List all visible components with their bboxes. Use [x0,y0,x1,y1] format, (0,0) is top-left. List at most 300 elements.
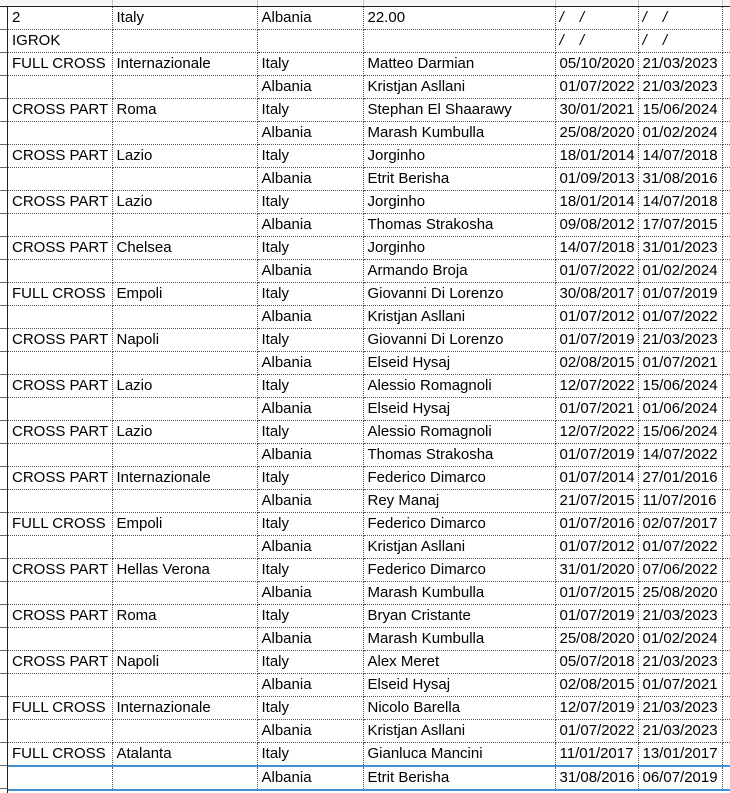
start-date-cell[interactable]: 02/08/2015 [555,674,638,697]
row-boundary [0,420,7,421]
player-cell[interactable]: Alex Meret [363,651,555,674]
table-row[interactable] [8,168,730,191]
end-date-cell[interactable]: 21/03/2023 [638,697,722,720]
next-column-cell[interactable] [722,237,730,260]
player-cell[interactable]: Marash Kumbulla [363,122,555,145]
end-date-cell[interactable]: 01/02/2024 [638,260,722,283]
start-date-cell[interactable]: 05/10/2020 [555,53,638,76]
row-boundary [0,765,7,766]
country-cell[interactable]: Albania [257,352,363,375]
table-row[interactable] [8,490,730,513]
next-column-cell[interactable] [722,582,730,605]
player-cell[interactable]: Giovanni Di Lorenzo [363,329,555,352]
row-boundary [0,627,7,628]
end-date-cell[interactable]: / / [638,7,722,30]
end-date-cell[interactable]: 01/07/2022 [638,306,722,329]
table-row[interactable] [8,582,730,605]
end-date-cell[interactable]: 21/03/2023 [638,720,722,743]
next-column-cell[interactable] [722,651,730,674]
country-cell[interactable]: Albania [257,490,363,513]
cross-type-cell[interactable]: FULL CROSS [8,53,112,76]
cross-type-cell[interactable] [8,490,112,513]
next-column-cell[interactable] [722,306,730,329]
table-row[interactable] [8,398,730,421]
next-column-cell[interactable] [722,99,730,122]
club-cell[interactable]: Lazio [112,375,257,398]
cross-type-cell[interactable]: CROSS PART [8,237,112,260]
player-cell[interactable]: Jorginho [363,237,555,260]
country-cell[interactable]: Albania [257,720,363,743]
table-row[interactable] [8,145,730,168]
club-cell[interactable] [112,766,257,790]
country-cell[interactable]: Albania [257,536,363,559]
cross-type-cell[interactable]: CROSS PART [8,329,112,352]
player-cell[interactable]: Bryan Cristante [363,605,555,628]
player-cell[interactable]: Marash Kumbulla [363,582,555,605]
end-date-cell[interactable]: 15/06/2024 [638,99,722,122]
start-date-cell[interactable]: 30/08/2017 [555,283,638,306]
table-row[interactable] [8,76,730,99]
row-boundary [0,742,7,743]
start-date-cell[interactable]: 31/08/2016 [555,766,638,790]
player-cell[interactable]: Federico Dimarco [363,513,555,536]
start-date-cell[interactable]: 01/07/2022 [555,720,638,743]
start-date-cell[interactable]: 01/09/2013 [555,168,638,191]
country-cell[interactable]: Italy [257,237,363,260]
cross-type-cell[interactable]: CROSS PART [8,375,112,398]
end-date-cell[interactable]: 21/03/2023 [638,651,722,674]
cross-type-cell[interactable] [8,168,112,191]
start-date-cell[interactable]: 01/07/2014 [555,467,638,490]
cross-type-cell[interactable]: CROSS PART [8,145,112,168]
cross-type-cell[interactable] [8,122,112,145]
next-column-cell[interactable] [722,283,730,306]
next-column-cell[interactable] [722,145,730,168]
next-column-cell[interactable] [722,513,730,536]
end-date-cell[interactable]: 25/08/2020 [638,582,722,605]
end-date-cell[interactable]: 01/07/2022 [638,536,722,559]
start-date-cell[interactable]: 12/07/2022 [555,421,638,444]
end-date-cell[interactable]: 21/03/2023 [638,605,722,628]
country-cell[interactable]: Italy [257,467,363,490]
club-cell[interactable] [112,720,257,743]
player-cell[interactable]: 22.00 [363,7,555,30]
next-column-cell[interactable] [722,260,730,283]
country-cell[interactable]: Albania [257,214,363,237]
start-date-cell[interactable]: 01/07/2019 [555,605,638,628]
next-column-cell[interactable] [722,122,730,145]
club-cell[interactable] [112,582,257,605]
club-cell[interactable] [112,76,257,99]
cross-type-cell[interactable] [8,582,112,605]
club-cell[interactable]: Internazionale [112,697,257,720]
start-date-cell[interactable]: 01/07/2019 [555,329,638,352]
row-boundary [0,29,7,30]
club-cell[interactable] [112,168,257,191]
club-cell[interactable]: Internazionale [112,467,257,490]
end-date-cell[interactable]: 17/07/2015 [638,214,722,237]
player-cell[interactable] [363,30,555,53]
player-cell[interactable]: Elseid Hysaj [363,398,555,421]
end-date-cell[interactable]: 14/07/2018 [638,191,722,214]
club-cell[interactable]: Empoli [112,283,257,306]
start-date-cell[interactable]: 25/08/2020 [555,628,638,651]
table-row[interactable] [8,306,730,329]
table-row[interactable] [8,283,730,306]
table-row[interactable] [8,628,730,651]
start-date-cell[interactable]: 31/01/2020 [555,559,638,582]
cross-type-cell[interactable]: FULL CROSS [8,513,112,536]
country-cell[interactable]: Italy [257,421,363,444]
table-row[interactable] [8,513,730,536]
club-cell[interactable]: Internazionale [112,53,257,76]
club-cell[interactable] [112,30,257,53]
cross-type-cell[interactable]: CROSS PART [8,99,112,122]
cross-type-cell[interactable] [8,674,112,697]
club-cell[interactable] [112,490,257,513]
next-column-cell[interactable] [722,467,730,490]
start-date-cell[interactable]: 21/07/2015 [555,490,638,513]
table-row[interactable] [8,467,730,490]
cross-type-cell[interactable]: FULL CROSS [8,743,112,767]
next-column-cell[interactable] [722,329,730,352]
start-date-cell[interactable]: 12/07/2022 [555,375,638,398]
cross-type-cell[interactable]: FULL CROSS [8,283,112,306]
club-cell[interactable]: Chelsea [112,237,257,260]
row-boundary [0,167,7,168]
row-boundary [0,512,7,513]
column-header-strip[interactable] [0,0,730,7]
country-cell[interactable]: Italy [257,191,363,214]
table-row[interactable] [8,260,730,283]
club-cell[interactable] [112,260,257,283]
club-cell[interactable] [112,306,257,329]
next-column-cell[interactable] [722,674,730,697]
player-cell[interactable]: Etrit Berisha [363,766,555,790]
next-column-cell[interactable] [722,536,730,559]
country-cell[interactable]: Italy [257,513,363,536]
country-cell[interactable]: Albania [257,260,363,283]
table-row[interactable] [8,743,730,767]
start-date-cell[interactable]: 01/07/2019 [555,444,638,467]
start-date-cell[interactable]: 01/07/2022 [555,260,638,283]
end-date-cell[interactable]: 01/02/2024 [638,628,722,651]
club-cell[interactable]: Napoli [112,329,257,352]
cross-type-cell[interactable]: IGROK [8,30,112,53]
row-boundary [0,190,7,191]
start-date-cell[interactable]: 01/07/2015 [555,582,638,605]
club-cell[interactable]: Italy [112,7,257,30]
cross-type-cell[interactable] [8,306,112,329]
start-date-cell[interactable]: 25/08/2020 [555,122,638,145]
row-boundary [0,374,7,375]
table-row[interactable] [8,375,730,398]
next-column-cell[interactable] [722,53,730,76]
club-cell[interactable] [112,398,257,421]
end-date-cell[interactable]: 13/01/2017 [638,743,722,767]
country-cell[interactable]: Albania [257,674,363,697]
country-cell[interactable]: Italy [257,283,363,306]
start-date-cell[interactable]: 30/01/2021 [555,99,638,122]
player-cell[interactable]: Kristjan Asllani [363,76,555,99]
country-cell[interactable]: Italy [257,145,363,168]
club-cell[interactable] [112,352,257,375]
table-row[interactable] [8,30,730,53]
end-date-cell[interactable]: 01/02/2024 [638,122,722,145]
club-cell[interactable]: Lazio [112,421,257,444]
cross-type-cell[interactable]: CROSS PART [8,467,112,490]
row-boundary [0,535,7,536]
row-boundary [0,650,7,651]
start-date-cell[interactable]: 01/07/2012 [555,536,638,559]
player-cell[interactable]: Armando Broja [363,260,555,283]
row-boundary [0,52,7,53]
end-date-cell[interactable]: 02/07/2017 [638,513,722,536]
table-row[interactable] [8,766,730,790]
row-boundary [0,696,7,697]
start-date-cell[interactable]: 18/01/2014 [555,191,638,214]
club-cell[interactable]: Lazio [112,145,257,168]
club-cell[interactable]: Lazio [112,191,257,214]
cross-type-cell[interactable] [8,76,112,99]
data-grid [8,7,730,791]
table-row[interactable] [8,720,730,743]
table-row[interactable] [8,536,730,559]
club-cell[interactable] [112,536,257,559]
club-cell[interactable] [112,628,257,651]
table-row[interactable] [8,674,730,697]
player-cell[interactable]: Gianluca Mancini [363,743,555,767]
cross-type-cell[interactable] [8,536,112,559]
row-boundary [0,466,7,467]
player-cell[interactable]: Marash Kumbulla [363,628,555,651]
next-column-cell[interactable] [722,490,730,513]
end-date-cell[interactable]: 11/07/2016 [638,490,722,513]
player-cell[interactable]: Federico Dimarco [363,467,555,490]
end-date-cell[interactable]: 14/07/2022 [638,444,722,467]
start-date-cell[interactable]: 09/08/2012 [555,214,638,237]
start-date-cell[interactable]: 02/08/2015 [555,352,638,375]
start-date-cell[interactable]: / / [555,30,638,53]
row-header-gutter[interactable] [0,7,8,793]
end-date-cell[interactable]: 01/07/2021 [638,674,722,697]
cross-type-cell[interactable]: CROSS PART [8,651,112,674]
end-date-cell[interactable]: 21/03/2023 [638,76,722,99]
end-date-cell[interactable]: 14/07/2018 [638,145,722,168]
table-row[interactable] [8,7,730,30]
row-boundary [0,489,7,490]
row-boundary [0,305,7,306]
country-cell[interactable]: Italy [257,743,363,767]
player-cell[interactable]: Giovanni Di Lorenzo [363,283,555,306]
next-column-cell[interactable] [722,720,730,743]
table-row[interactable] [8,99,730,122]
country-cell[interactable]: Albania [257,168,363,191]
club-cell[interactable]: Hellas Verona [112,559,257,582]
end-date-cell[interactable]: 31/08/2016 [638,168,722,191]
country-cell[interactable]: Albania [257,766,363,790]
row-boundary [0,236,7,237]
start-date-cell[interactable]: 01/07/2022 [555,76,638,99]
start-date-cell[interactable]: 12/07/2019 [555,697,638,720]
country-cell[interactable]: Albania [257,398,363,421]
next-column-cell[interactable] [722,7,730,30]
player-cell[interactable]: Etrit Berisha [363,168,555,191]
next-column-cell[interactable] [722,628,730,651]
country-cell[interactable]: Italy [257,559,363,582]
end-date-cell[interactable]: 01/07/2021 [638,352,722,375]
country-cell[interactable]: Albania [257,628,363,651]
next-column-cell[interactable] [722,191,730,214]
club-cell[interactable]: Roma [112,605,257,628]
club-cell[interactable] [112,674,257,697]
player-cell[interactable]: Jorginho [363,145,555,168]
country-cell[interactable]: Italy [257,651,363,674]
end-date-cell[interactable]: 01/07/2019 [638,283,722,306]
club-cell[interactable]: Empoli [112,513,257,536]
country-cell[interactable]: Italy [257,329,363,352]
player-cell[interactable]: Thomas Strakosha [363,444,555,467]
end-date-cell[interactable]: 21/03/2023 [638,329,722,352]
row-boundary [0,719,7,720]
cross-type-cell[interactable]: CROSS PART [8,421,112,444]
club-cell[interactable] [112,444,257,467]
cross-type-cell[interactable]: CROSS PART [8,559,112,582]
player-cell[interactable]: Matteo Darmian [363,53,555,76]
country-cell[interactable]: Italy [257,99,363,122]
row-boundary [0,328,7,329]
player-cell[interactable]: Alessio Romagnoli [363,421,555,444]
country-cell[interactable]: Albania [257,76,363,99]
row-boundary [0,144,7,145]
country-cell[interactable]: Albania [257,444,363,467]
cross-type-cell[interactable] [8,260,112,283]
next-column-cell[interactable] [722,214,730,237]
cross-type-cell[interactable] [8,398,112,421]
start-date-cell[interactable]: 18/01/2014 [555,145,638,168]
start-date-cell[interactable]: 11/01/2017 [555,743,638,767]
player-cell[interactable]: Thomas Strakosha [363,214,555,237]
club-cell[interactable]: Napoli [112,651,257,674]
table-row[interactable] [8,697,730,720]
next-column-cell[interactable] [722,398,730,421]
end-date-cell[interactable]: 27/01/2016 [638,467,722,490]
row-boundary [0,121,7,122]
start-date-cell[interactable]: 01/07/2012 [555,306,638,329]
cross-type-cell[interactable] [8,214,112,237]
cross-type-cell[interactable] [8,766,112,790]
end-date-cell[interactable]: 31/01/2023 [638,237,722,260]
table-row[interactable] [8,237,730,260]
cross-type-cell[interactable]: FULL CROSS [8,697,112,720]
start-date-cell[interactable]: 05/07/2018 [555,651,638,674]
table-row[interactable] [8,605,730,628]
start-date-cell[interactable]: 01/07/2021 [555,398,638,421]
row-boundary [0,259,7,260]
cross-type-cell[interactable] [8,628,112,651]
country-cell[interactable]: Albania [257,582,363,605]
table-row[interactable] [8,444,730,467]
cross-type-cell[interactable]: CROSS PART [8,605,112,628]
end-date-cell[interactable]: 07/06/2022 [638,559,722,582]
next-column-cell[interactable] [722,697,730,720]
country-cell[interactable]: Albania [257,122,363,145]
table-row[interactable] [8,651,730,674]
player-cell[interactable]: Kristjan Asllani [363,720,555,743]
table-row[interactable] [8,53,730,76]
cross-type-cell[interactable] [8,444,112,467]
table-row[interactable] [8,329,730,352]
player-cell[interactable]: Jorginho [363,191,555,214]
start-date-cell[interactable]: / / [555,7,638,30]
country-cell[interactable]: Italy [257,53,363,76]
country-cell[interactable]: Italy [257,605,363,628]
player-cell[interactable]: Alessio Romagnoli [363,375,555,398]
row-boundary [0,397,7,398]
table-row[interactable] [8,122,730,145]
end-date-cell[interactable]: / / [638,30,722,53]
table-row[interactable] [8,214,730,237]
cross-type-cell[interactable]: 2 [8,7,112,30]
table-row[interactable] [8,352,730,375]
start-date-cell[interactable]: 01/07/2016 [555,513,638,536]
cross-type-cell[interactable] [8,720,112,743]
country-cell[interactable]: Albania [257,7,363,30]
row-boundary [0,213,7,214]
cross-type-cell[interactable] [8,352,112,375]
player-cell[interactable]: Nicolo Barella [363,697,555,720]
next-column-cell[interactable] [722,766,730,790]
player-cell[interactable]: Kristjan Asllani [363,536,555,559]
table-row[interactable] [8,191,730,214]
country-cell[interactable]: Italy [257,697,363,720]
end-date-cell[interactable]: 15/06/2024 [638,421,722,444]
table-row[interactable] [8,559,730,582]
end-date-cell[interactable]: 15/06/2024 [638,375,722,398]
end-date-cell[interactable]: 06/07/2019 [638,766,722,790]
row-boundary [0,443,7,444]
country-cell[interactable] [257,30,363,53]
next-column-cell[interactable] [722,76,730,99]
player-cell[interactable]: Rey Manaj [363,490,555,513]
player-cell[interactable]: Stephan El Shaarawy [363,99,555,122]
next-column-cell[interactable] [722,375,730,398]
next-column-cell[interactable] [722,421,730,444]
club-cell[interactable] [112,122,257,145]
country-cell[interactable]: Italy [257,375,363,398]
club-cell[interactable]: Roma [112,99,257,122]
player-cell[interactable]: Federico Dimarco [363,559,555,582]
table-row[interactable] [8,421,730,444]
player-cell[interactable]: Elseid Hysaj [363,352,555,375]
end-date-cell[interactable]: 21/03/2023 [638,53,722,76]
next-column-cell[interactable] [722,605,730,628]
next-column-cell[interactable] [722,168,730,191]
player-cell[interactable]: Elseid Hysaj [363,674,555,697]
next-column-cell[interactable] [722,743,730,767]
next-column-cell[interactable] [722,352,730,375]
player-cell[interactable]: Kristjan Asllani [363,306,555,329]
next-column-cell[interactable] [722,444,730,467]
start-date-cell[interactable]: 14/07/2018 [555,237,638,260]
cross-type-cell[interactable]: CROSS PART [8,191,112,214]
next-column-cell[interactable] [722,559,730,582]
next-column-cell[interactable] [722,30,730,53]
club-cell[interactable]: Atalanta [112,743,257,767]
country-cell[interactable]: Albania [257,306,363,329]
club-cell[interactable] [112,214,257,237]
end-date-cell[interactable]: 01/06/2024 [638,398,722,421]
